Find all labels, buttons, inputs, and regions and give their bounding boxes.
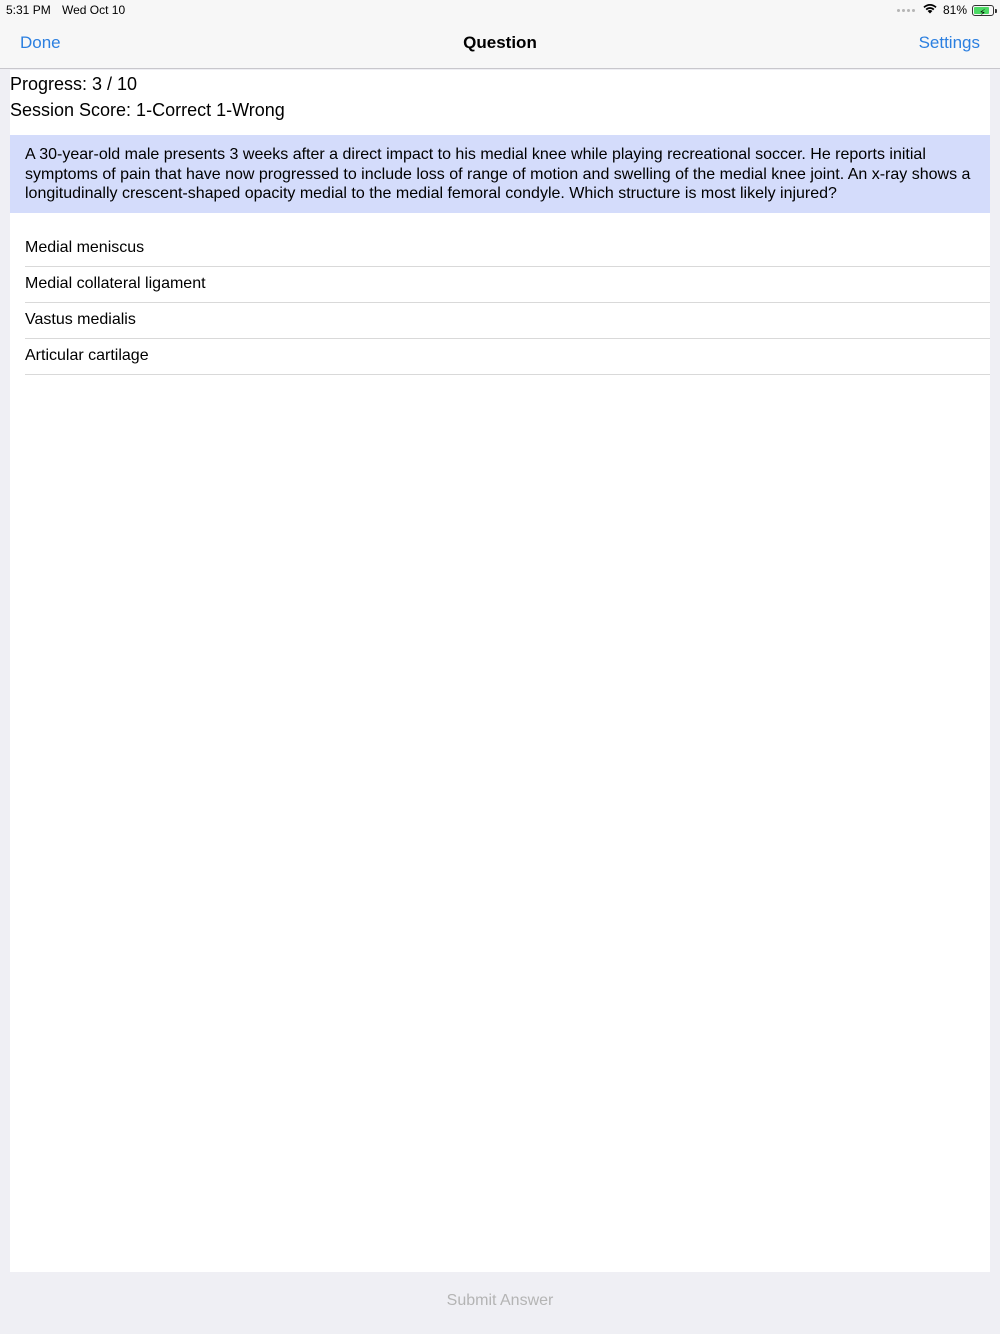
battery-percent: 81%: [942, 3, 967, 17]
answer-option[interactable]: Medial collateral ligament: [25, 267, 990, 303]
answer-list: [25, 231, 990, 375]
page-title: Question: [463, 33, 537, 52]
done-button[interactable]: Done: [20, 33, 61, 52]
status-bar: [0, 0, 1000, 20]
question-text: A 30-year-old male presents 3 weeks after a direct impact to his medial knee while playing recreational soccer. He reports initial symptoms of pain that have now progressed to include loss of range of motion and swelling of the medial knee joint. An x-ray shows a longitudinally crescent-shaped opacity medial to the medial femoral condyle. Which structure is most likely injured?: [10, 135, 990, 213]
session-score-label: Session Score: 1-Correct 1-Wrong: [10, 100, 285, 120]
battery-charging-icon: ⚡: [972, 5, 994, 16]
navigation-bar: [0, 20, 1000, 69]
wifi-icon: [922, 0, 938, 20]
answer-option[interactable]: Articular cartilage: [25, 339, 990, 375]
signal-icon: [897, 9, 915, 12]
settings-button[interactable]: Settings: [918, 33, 980, 52]
status-indicators: [897, 0, 994, 20]
submit-answer-button[interactable]: Submit Answer: [446, 1292, 554, 1309]
status-date: Wed Oct 10: [62, 3, 126, 17]
progress-label: Progress: 3 / 10: [10, 74, 138, 94]
question-panel: [10, 70, 990, 1272]
status-time: 5:31 PM: [6, 3, 51, 17]
answer-option[interactable]: Vastus medialis: [25, 303, 990, 339]
answer-option[interactable]: Medial meniscus: [25, 231, 990, 267]
